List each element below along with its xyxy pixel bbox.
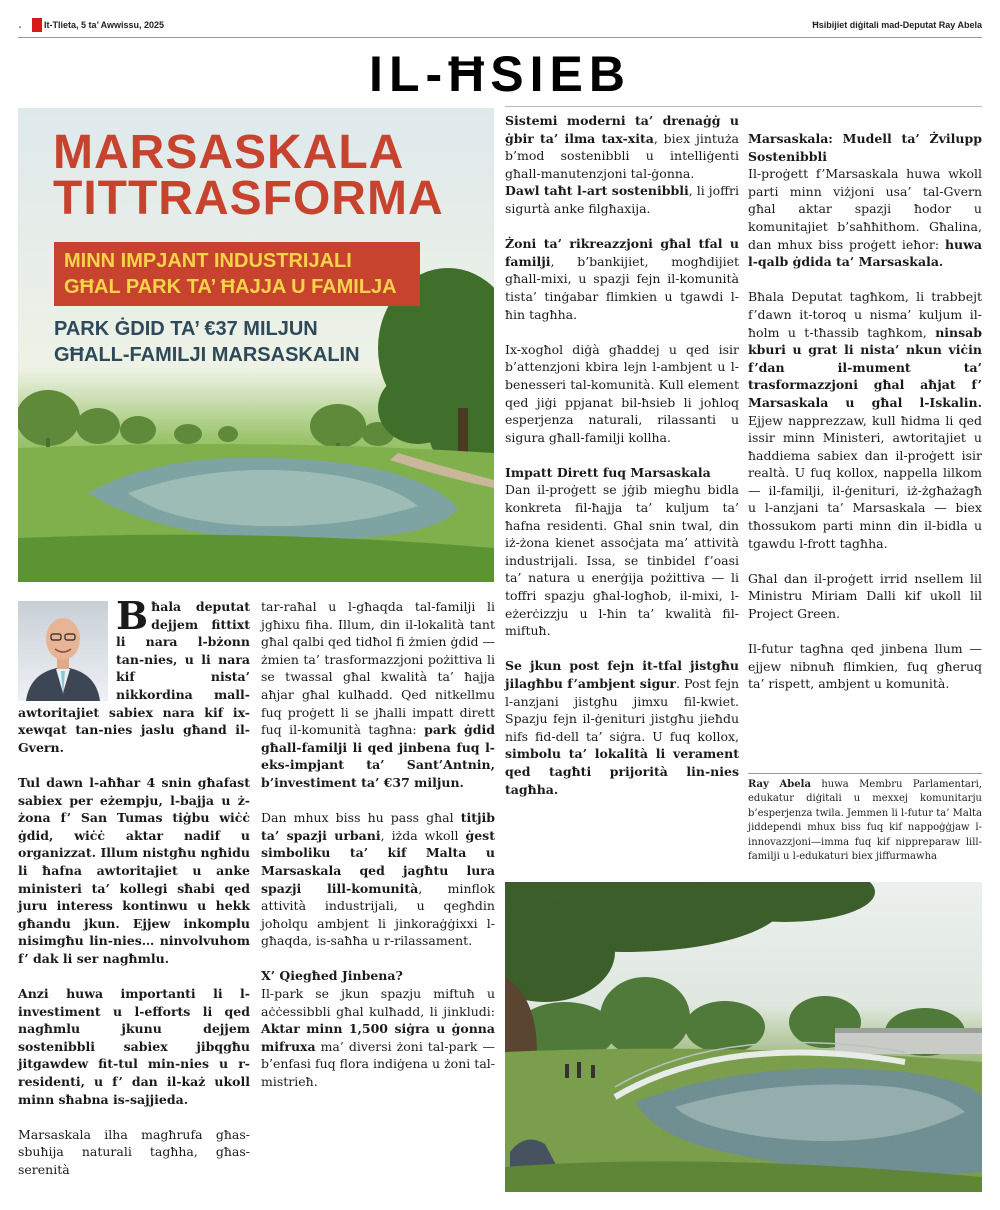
bold-text: Dawl taħt l-art sostenibbli [505, 183, 689, 199]
text: , b’bankijiet, mogħdijiet għall-mixi, u spazji fejn il-komunità tista’ tinġabar flimkien u tgawdi l-ħin tagħha. [505, 253, 739, 322]
article-column-3 [505, 112, 739, 798]
author-name: Ray Abela [748, 779, 811, 790]
bold-text: ġest simboliku ta’ kif Malta u Marsaskala qed jagħtu lura spazji lill-komunità [261, 827, 495, 896]
hero-banner-line2: GĦAL PARK TA’ ĦAJJA U FAMILJA [64, 276, 397, 298]
paragraph [261, 985, 495, 1091]
article-column-2 [261, 598, 495, 1091]
paragraph: Marsaskala ilha magħrufa għas-sbuħija naturali tagħha, għas-serenità [18, 1126, 250, 1177]
author-bio [748, 773, 982, 864]
text: Ejjew napprezzaw, kull ħidma li qed issir minn Ministeri, awtoritajiet u ħaddiema sabiex dan il-proġett isir realtà. U fuq kollox, nappella lilkom — il-familji, il-ġenituri, iż-żgħażagħ u l-anzjani ta’ Marsaskala — biex tħossukom parti minn din il-bidla u tgawdu l-frott tagħha. [748, 412, 982, 551]
park-illustration [505, 882, 982, 1192]
hero-image [18, 108, 494, 582]
bold-text: park ġdid għall-familji li qed jinbena fuq l-eks-impjant ta’ Sant’Antnin, b’investiment ta’ €37 miljun. [261, 722, 495, 790]
text: Il-park se jkun spazju miftuħ u aċċessibbli għal kulħadd, li jinkludi: [261, 986, 495, 1019]
text: Anzi huwa importanti li l-investiment u l-efforts li qed nagħmlu jkunu dejjem sostenibbli sabiex jibqgħu jitgawdew fit-tul min-nies u r-residenti, u f’ dan il-każ ukoll minn sħabna is-sajjieda. [18, 986, 250, 1107]
author-bio-text: huwa Membru Parlamentari, edukatur diġitali u mexxej komunitarju b’esperjenza twila. Jemmen li l-futur ta’ Malta jiddependi mhux biss fuq kif nappoġġjaw l-innovazzjoni—imma fuq kif nippreparaw lill-familji u l-edukaturi biex jiffurmawha [748, 779, 982, 863]
paragraph [261, 809, 495, 950]
article-column-4 [748, 130, 982, 693]
masthead-title: IL-ĦSIEB [369, 46, 631, 102]
bold-text: ninsab kburi u grat li nista’ nkun viċin f’dan il-mument ta’ trasformazzjoni għal aħjat f’ Marsaskala u għal l-Iskalin. [748, 324, 982, 410]
section-heading: Impatt Dirett fuq Marsaskala [505, 464, 711, 480]
park-rendering-image [505, 882, 982, 1192]
bold-text: Sistemi moderni ta’ drenaġġ u ġbir ta’ ilma tax-xita [505, 113, 739, 146]
text: Il-proġett f’Marsaskala huwa wkoll parti minn viżjoni usa’ tal-Gvern għal aktar spazji ħodor u komunitajiet b’saħħithom. Għalina, dan mhux biss proġett ieħor: [748, 166, 982, 252]
bold-text: titjib ta’ spazji urbani [261, 810, 495, 843]
tiny-dot: • [18, 24, 23, 32]
text: . Post fejn l-anzjani jistgħu jimxu fil-kwiet. Spazju fejn il-ġenituri jistgħu jieħdu nifs fid-dell ta’ siġra. U fuq kollox, [505, 676, 739, 744]
paragraph [748, 288, 982, 552]
paragraph [261, 598, 495, 792]
paragraph [18, 985, 250, 1108]
paragraph [18, 774, 250, 968]
paragraph [505, 182, 739, 217]
paragraph: Dan il-proġett se jġib miegħu bidla konkreta fil-ħajja ta’ kuljum ta’ ħafna residenti. Għal snin twal, din iż-żona kienet assoċjata ma’ attività industrijali. Issa, se tinbidel f’oasi ta’ natura u enerġija pożittiva — li toffri spazju għal-logħob, il-mixi, l-eżerċizzju u l-ħin ta’ kwalità fil-miftuħ. [505, 482, 739, 639]
paragraph [505, 235, 739, 323]
section-heading: X’ Qiegħed Jinbena? [261, 968, 403, 984]
hero-sub-line1: PARK ĠDID TA’ €37 MILJUN [54, 318, 318, 340]
text: tar-raħal u l-għaqda tal-familji li jgħixu fiha. Illum, din il-lokalità tant għal qalbi qed tidħol fi żmien ġdid — żmien ta’ trasformazzjoni pożittiva li se twassal għal kwalità ta’ ħajja aħjar għal kulħadd. Qed nitkellmu fuq proġett li se jħalli impatt dirett fuq il-komunità tagħna: [261, 599, 495, 738]
paragraph [748, 165, 982, 271]
paragraph [505, 112, 739, 182]
text: , biex jintuża b’mod sostenibbli u intelliġenti għall-manutenzjoni tal-ġonna. [505, 130, 739, 181]
hero-headline-line2: TITTRASFORMA [53, 172, 444, 225]
bold-text: Aktar minn 1,500 siġra u ġonna mifruxa [261, 1021, 495, 1054]
text: , iżda wkoll [380, 827, 466, 843]
hero-banner-line1: MINN IMPJANT INDUSTRIJALI [64, 250, 352, 272]
hero-banner [54, 242, 420, 306]
masthead-rule [505, 106, 982, 107]
hero-headline-line1: MARSASKALA [53, 126, 405, 179]
top-bar [18, 16, 982, 38]
bold-text: Se jkun post fejn it-tfal jistgħu jilagħbu f’ambjent sigur [505, 658, 739, 691]
header-tagline: Ħsibijiet diġitali mad-Deputat Ray Abela [812, 20, 982, 30]
text: Tul dawn l-aħħar 4 snin għafast sabiex per eżempju, l-bajja u ż-żona f’ San Tumas tiġbu wiċċ ġdid, wiċċ aktar nadif u organizzat. Illum nistgħu ngħidu li ħafna awtoritajiet u anke ministeri ta’ kollegi sħabi qed juru interess kontinwu u hekk għandu jkun. Ejjew inkomplu nisimgħu lin-nies… ninvolvuhom f’ dak li ser nagħmlu. [18, 774, 250, 966]
bold-text: huwa l-qalb ġdida ta’ Marsaskala. [748, 236, 982, 270]
drop-cap: B [116, 593, 149, 638]
text: Dan mhux biss hu pass għal [261, 810, 461, 826]
paragraph [0, 593, 250, 756]
text: ħala deputat dejjem fittixt li nara l-bżonn tan-nies, u li nara kif nista’ nikkordina mall-awtoritajiet sabiex nara kif ix-xewqat tan-nies jaslu għand il-Gvern. [18, 599, 250, 755]
paragraph: Il-futur tagħna qed jinbena llum — ejjew nibnuħ flimkien, fuq għeruq ta’ rispett, ambjent u komunità. [748, 641, 982, 692]
hero-headline [53, 126, 444, 225]
text: , li joffri sigurtà anke filgħaxija. [505, 183, 739, 216]
logo-square [32, 18, 42, 32]
section-heading: Marsaskala: Mudell ta’ Żvilupp Sostenibbli [748, 131, 982, 164]
text: Bħala Deputat tagħkom, li trabbejt f’dawn it-toroq u nisma’ kuljum il-ħolm u t-tħassib tagħkom, [748, 289, 982, 340]
paragraph: Ix-xogħol diġà għaddej u qed isir b’attenzjoni kbira lejn l-ambjent u l-benesseri tal-komunità. Kull element qed jiġi ppjanat bil-ħsieb li joħloq esperjenza naturali, rilassanti u sigura għall-familji kollha. [505, 341, 739, 445]
paragraph: Għal dan il-proġett irrid nsellem lil Ministru Miriam Dalli kif ukoll lil Project Green. [748, 570, 982, 622]
bold-text: simbolu ta’ lokalità li verament qed tagħti prijorità lin-nies tagħha. [505, 746, 739, 797]
hero-subheadline [54, 316, 360, 368]
article-column-1 [18, 593, 250, 1179]
bold-text: Żoni ta’ rikreazzjoni għal tfal u familji [505, 236, 739, 269]
paragraph [505, 657, 739, 798]
hero-sub-line2: GĦALL-FAMILJI MARSASKALIN [54, 344, 360, 366]
issue-date: It-Tlieta, 5 ta’ Awwissu, 2025 [44, 20, 165, 30]
text: , minflok attività industrijali, u qegħdin joħolqu ambjent li jinkoraġġixxi l-għaqda, is-saħħa u r-rilassament. [261, 880, 495, 949]
text: ma’ diversi żoni tal-park — b’enfasi fuq flora indiġena u żoni tal-mistrieħ. [261, 1038, 495, 1090]
